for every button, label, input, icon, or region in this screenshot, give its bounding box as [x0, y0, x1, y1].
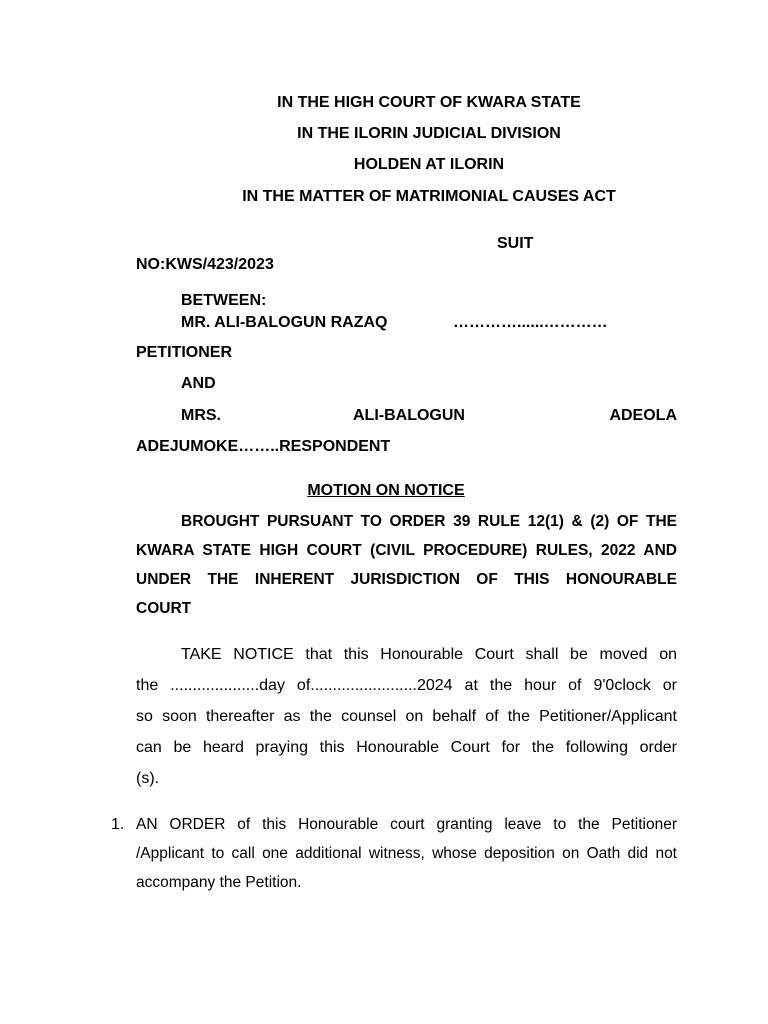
court-heading: IN THE HIGH COURT OF KWARA STATE	[277, 94, 581, 111]
notice-line-1: TAKE NOTICE that this Honourable Court shall be moved on	[181, 646, 677, 663]
respondent-word-1: MRS.	[181, 407, 221, 424]
petitioner-label: PETITIONER	[136, 344, 233, 361]
respondent-word-2: ALI-BALOGUN	[353, 407, 465, 424]
brought-pursuant-line-4: COURT	[136, 600, 192, 617]
suit-label: SUIT	[497, 235, 534, 252]
matter-heading: IN THE MATTER OF MATRIMONIAL CAUSES ACT	[242, 188, 616, 205]
notice-line-4: can be heard praying this Honourable Court for the following order	[136, 739, 677, 756]
motion-title: MOTION ON NOTICE	[307, 482, 465, 499]
and-label: AND	[181, 375, 216, 392]
order-number: 1.	[111, 816, 125, 833]
notice-line-5: (s).	[136, 770, 160, 787]
suit-number: NO:KWS/423/2023	[136, 256, 274, 273]
between-label: BETWEEN:	[181, 292, 267, 309]
order-line-2: /Applicant to call one additional witness, whose deposition on Oath did not	[136, 845, 677, 862]
petitioner-dots: …………......…………	[453, 314, 608, 331]
notice-line-3: so soon thereafter as the counsel on behalf of the Petitioner/Applicant	[136, 708, 677, 725]
respondent-word-3: ADEOLA	[609, 407, 677, 424]
notice-line-2: the ....................day of........................2024 at the hour of 9'0clock or	[136, 677, 677, 694]
petitioner-name: MR. ALI-BALOGUN RAZAQ	[181, 314, 388, 331]
order-line-3: accompany the Petition.	[136, 874, 302, 891]
order-line-1: AN ORDER of this Honourable court granting leave to the Petitioner	[136, 816, 677, 833]
brought-pursuant-line-1: BROUGHT PURSUANT TO ORDER 39 RULE 12(1) & (2) OF THE	[181, 513, 677, 530]
division-heading: IN THE ILORIN JUDICIAL DIVISION	[297, 125, 561, 142]
brought-pursuant-line-2: KWARA STATE HIGH COURT (CIVIL PROCEDURE) RULES, 2022 AND	[136, 542, 677, 559]
respondent-line-2: ADEJUMOKE……..RESPONDENT	[136, 438, 391, 455]
holden-heading: HOLDEN AT ILORIN	[353, 156, 505, 173]
brought-pursuant-line-3: UNDER THE INHERENT JURISDICTION OF THIS HONOURABLE	[136, 571, 677, 588]
